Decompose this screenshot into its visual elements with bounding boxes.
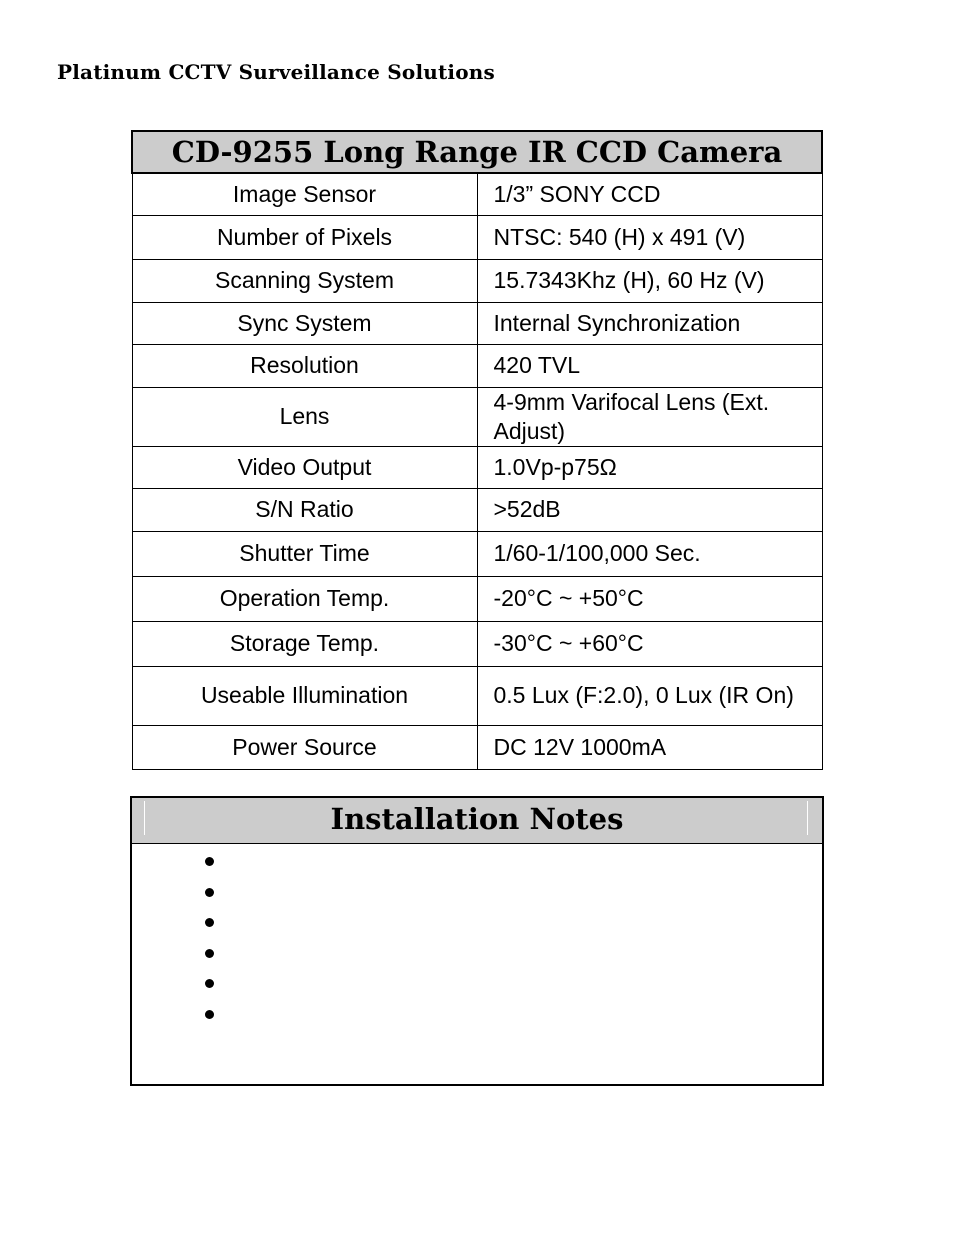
table-row	[132, 666, 822, 725]
spec-value: 15.7343Khz (H), 60 Hz (V)	[477, 259, 822, 302]
bullet-icon	[205, 918, 214, 927]
header-divider	[144, 801, 145, 835]
spec-label: S/N Ratio	[132, 488, 477, 531]
bullet-icon	[205, 979, 214, 988]
spec-value: -30°C ~ +60°C	[477, 621, 822, 666]
spec-label: Power Source	[132, 725, 477, 769]
bullet-icon	[205, 1010, 214, 1019]
installation-notes-box	[130, 796, 824, 1086]
spec-label: Useable Illumination	[132, 666, 477, 725]
spec-value: 4-9mm Varifocal Lens (Ext. Adjust)	[477, 387, 822, 446]
header-divider	[807, 801, 808, 835]
installation-notes-header	[132, 798, 822, 844]
company-header: Platinum CCTV Surveillance Solutions	[57, 60, 495, 84]
table-row	[132, 725, 822, 769]
table-row	[132, 531, 822, 576]
spec-value: NTSC: 540 (H) x 491 (V)	[477, 215, 822, 259]
spec-value: Internal Synchronization	[477, 302, 822, 344]
spec-label: Image Sensor	[132, 173, 477, 215]
spec-value: 420 TVL	[477, 344, 822, 387]
spec-label: Sync System	[132, 302, 477, 344]
table-row	[132, 215, 822, 259]
table-row	[132, 302, 822, 344]
table-row	[132, 576, 822, 621]
table-row	[132, 446, 822, 488]
spec-label: Scanning System	[132, 259, 477, 302]
spec-value: 0.5 Lux (F:2.0), 0 Lux (IR On)	[477, 666, 822, 725]
bullet-icon	[205, 949, 214, 958]
spec-value: >52dB	[477, 488, 822, 531]
table-row	[132, 344, 822, 387]
spec-label: Lens	[132, 387, 477, 446]
table-row	[132, 488, 822, 531]
spec-table-title-row	[132, 131, 822, 173]
table-row	[132, 621, 822, 666]
spec-value: 1.0Vp-p75Ω	[477, 446, 822, 488]
spec-label: Number of Pixels	[132, 215, 477, 259]
spec-value: DC 12V 1000mA	[477, 725, 822, 769]
bullet-icon	[205, 888, 214, 897]
spec-label: Storage Temp.	[132, 621, 477, 666]
installation-notes-title: Installation Notes	[330, 802, 624, 836]
table-row	[132, 259, 822, 302]
spec-value: -20°C ~ +50°C	[477, 576, 822, 621]
spec-label: Shutter Time	[132, 531, 477, 576]
spec-table	[131, 130, 823, 770]
spec-value: 1/60-1/100,000 Sec.	[477, 531, 822, 576]
table-row	[132, 387, 822, 446]
spec-value: 1/3” SONY CCD	[477, 173, 822, 215]
spec-label: Video Output	[132, 446, 477, 488]
spec-table-title: CD-9255 Long Range IR CCD Camera	[132, 131, 822, 173]
table-row	[132, 173, 822, 215]
bullet-icon	[205, 857, 214, 866]
spec-label: Operation Temp.	[132, 576, 477, 621]
spec-label: Resolution	[132, 344, 477, 387]
